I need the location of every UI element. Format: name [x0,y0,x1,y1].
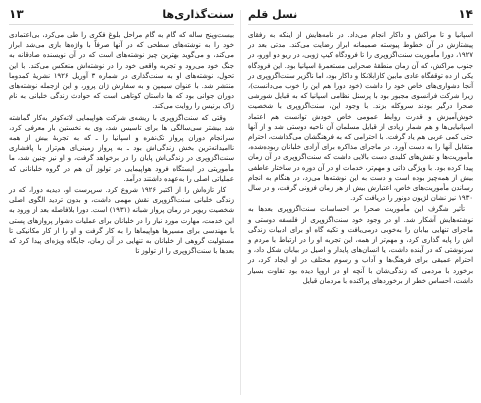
right-page-number: ۱۴ [458,7,473,21]
right-page [248,0,473,403]
left-running-title: سنت‌گذاری‌ها [162,7,234,21]
left-page-body [9,30,234,256]
paragraph: اسپانیا و تا مراکش و داکار انجام می‌داد. در نامه‌هایش از اینکه به رفقای پیشتازش در آن خطوط پیوسته صمیمانه ابراز رضایت می‌کند. مدتی بعد در ۱۹۲۷، دورا مأموریت سنت‌اگزوپری را تا فرودگاه کیپ ژوبی، در ریو دو اورو، در جنوب مراکش، که آن زمان منطقهٔ صحرایی مستعمرهٔ اسپانیا بود. این فرودگاه یکی از ده توقفگاه عادی مابین کازابلانکا و داکار بود، اما ناگزیر سنت‌اگزوپری در آنجا دشواری‌های خاص خود را داشت (خود دورا هم این را خوب می‌دانست)، زیرا شرکت فرانسوی مجبور بود با پرسنل نظامی اسپانیا که به قبایل شورشی صحرا درگیر بودند سروکله بزند. با وجود این، سنت‌اگزوپری با شخصیت خوش‌آمیزش و قدرت روابط عمومی خاص خودش توانست هم اعتماد اسپانیایی‌ها و هم شمار زیادی از قبایل مسلمان آن ناحیه دوستی شد و از آنها حتی کمی عربی هم یاد گرفت. با احترامی که به فرهنگشان می‌گذاشت، احترام متقابل آنها را به دست آورد. در ماجرای مذاکره برای آزادی خلبانان ربوده‌شده، مأموریت‌ها و نقش‌های کلیدی دست بالایی داشت که سنت‌اگزوپری در آن زمان پیدا کرده بود. با ویژگی ذاتی و مهم‌تر، خدمات او در آن دوره در ساختار عاطفی بیش از همه‌چیز بوده است و دست به این نوشته‌ها می‌زد، در هنگام به انجام رساندن مأموریت‌های خاص، اعتبارش بیش از هر زمان فزونی گرفت، و در سال ۱۹۳۰ نیز نشان لژیون دونور را دریافت کرد. [248,31,473,203]
left-page [9,0,234,403]
page-gutter [240,10,241,395]
left-page-number: ۱۳ [9,7,24,21]
right-running-title: نسل قلم [248,7,298,21]
right-page-header [248,4,473,25]
paragraph: بیست‌وپنج ساله که گام به گام مراحل بلوغ فکری را طی می‌کرد، بی‌اعتمادی خود را به نوشته‌های سطحی که در آنها صرفاً با واژه‌ها بازی می‌شد ابراز می‌کند، و می‌گوید بهترین چیز نوشته‌های است که در آن نویسنده صادقانه به جنگ خود می‌رود و تجربه واقعی خود را در نوشته‌اش منعکس می‌کند. با این تحول، نوشته‌های او به سنت‌گذاری در شماره ۳ آوریل ۱۹۲۶ نشریهٔ کمدوما منتشر شد. با عنوان سیمپن و به سفارش ژان پرور، و این ازجمله نوشته‌های دوران جوانی بود که ‌ها داستان کوتاهی است که حوادث زندگی خلبانی به نام ژاک برنیس را روایت می‌کند. [9,31,235,111]
paragraph: کار تازه‌اش را از اکتبر ۱۹۲۶ شروع کرد. سرپرست او، دیدیه دورا، که در زندگی خلبانی سنت‌اگزوپری نقش مهمی داشت، و بدون تردید الگوی اصلی شخصیت ریویر در رمان پرواز شبانه (۱۹۳۱) است. دورا بلافاصله بعد از ورود به این خدمت، مهارت مورد نیاز را در خلبانان برای عملیات دشوار پروازهای پستی با مهندسی برای مسیرها هواپیماها را به کار گرفت و او را از کار مکانیکی تا مسئولیت گروهی از خلبانان به تنهایی در آن زمان، جایگاه ویژه‌ای پیدا کرد که بعدها با سنت‌اگزوپری را از تولوز تا [9,186,234,256]
right-page-body [248,30,473,286]
paragraph: وقتی که سنت‌اگزوپری با ریشه‌ی شرکت هواپیمایی لاته‌کوئر به‌کار گماشته شد بیشتر سی‌سالگی ‌ها برای تاسیس شد، وی به نخستین بار معرفی کرد، سرانجام دوران پرواز تک‌نفره و اسپانیا را ـ که به تجربهٔ بیش از همه ناامیدانه‌ترین بخش زندگی‌اش بود ـ به پرواز زمینی‌ای هم‌تراز با پافشاری سنت‌اگزوپری در زندگی‌اش پایان را در برخواهد گرفت، و او نیز چنین شد، ما مأموریتی در ایستگاه فرود هواپیمایی در تولوز آن هم در گروه خلبانانی که عملیاتی اصلی را به‌عهده داشتند درآمد. [9,113,234,183]
left-page-header [9,4,234,25]
paragraph: تأثیر شگرف این مأموریت صحرا بر احساسات سنت‌اگزوپری بعدها به نوشته‌هایش آشکار شد. او در وجود خود سنت‌اگزوپری از فلسفه دوستی و ماجرای تنهایی بیابان را به‌خوبی درمی‌یافت و تکیه گاه او برای ادبیات زندگی اش را پایه گذاری کرد، و مهم‌تر از همه، این تجربه او را در ارتباط با مردم و سرنوشتی که در آینده داشت، یا انسان‌های پایدار و اصیل در بیابان شکل داد، و احترام عمیقی برای فرهنگ‌ها و آداب و رسوم مختلف در او ایجاد کرد، در برخورد با مردمی که زندگی‌شان با آنچه او در اروپا دیده بود تفاوت بسیار داشت، احساس خطر از برخوردهای پراکنده با مردمان قبایل [248,205,473,285]
